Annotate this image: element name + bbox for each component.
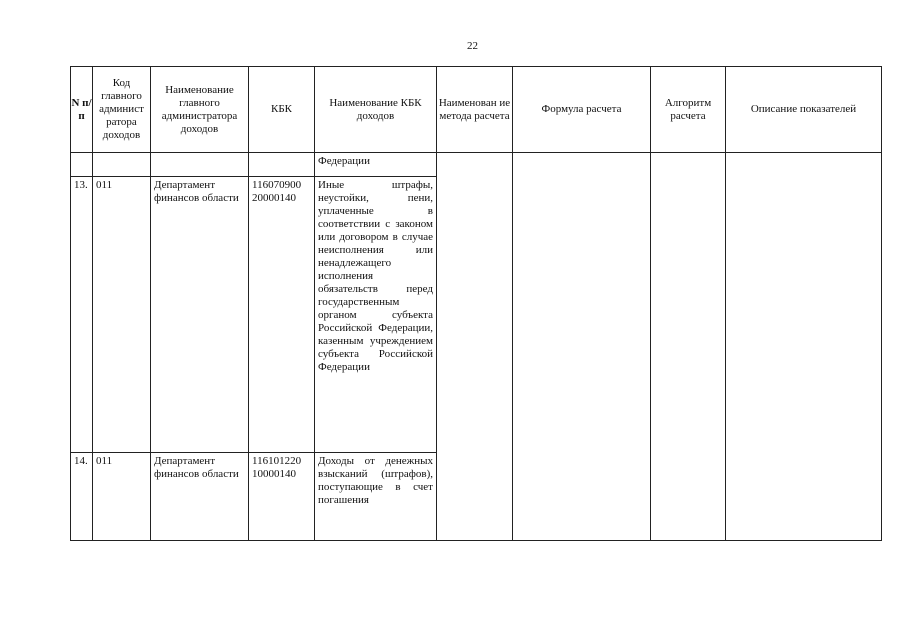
header-description: Описание показателей bbox=[726, 67, 882, 153]
table-row bbox=[71, 153, 882, 177]
header-admin-name: Наименование главного администратора доходов bbox=[151, 67, 249, 153]
cell-algorithm bbox=[651, 153, 726, 541]
cell-kbk-name: Доходы от денежных взысканий (штрафов), поступающие в счет погашения bbox=[315, 453, 437, 541]
cell-admin-name: Департамент финансов области bbox=[151, 177, 249, 453]
cell-kbk-name: Федерации bbox=[315, 153, 437, 177]
header-formula: Формула расчета bbox=[513, 67, 651, 153]
cell-admin-name: Департамент финансов области bbox=[151, 453, 249, 541]
cell-num: 13. bbox=[71, 177, 93, 453]
header-method-name: Наименован ие метода расчета bbox=[437, 67, 513, 153]
income-calculation-table bbox=[70, 66, 882, 541]
cell-kbk: 116070900 20000140 bbox=[249, 177, 315, 453]
cell-method-name bbox=[437, 153, 513, 541]
cell-kbk-name: Иные штрафы, неустойки, пени, уплаченные в соответствии с законом или договором в случае неисполнения или ненадлежащего исполнения обязательств перед государственным органом субъекта Российской Федерации, казенным учреждением субъекта Российской Федерации bbox=[315, 177, 437, 453]
header-kbk: КБК bbox=[249, 67, 315, 153]
cell-admin-code: 011 bbox=[93, 453, 151, 541]
cell-kbk bbox=[249, 153, 315, 177]
cell-kbk: 116101220 10000140 bbox=[249, 453, 315, 541]
cell-num bbox=[71, 153, 93, 177]
cell-admin-name bbox=[151, 153, 249, 177]
table-header-row bbox=[71, 67, 882, 153]
page-number: 22 bbox=[467, 40, 478, 52]
cell-admin-code bbox=[93, 153, 151, 177]
cell-num: 14. bbox=[71, 453, 93, 541]
header-kbk-name: Наименование КБК доходов bbox=[315, 67, 437, 153]
cell-admin-code: 011 bbox=[93, 177, 151, 453]
header-algorithm: Алгоритм расчета bbox=[651, 67, 726, 153]
header-num: N п/п bbox=[71, 67, 93, 153]
header-admin-code: Код главного админист ратора доходов bbox=[93, 67, 151, 153]
cell-formula bbox=[513, 153, 651, 541]
cell-description bbox=[726, 153, 882, 541]
